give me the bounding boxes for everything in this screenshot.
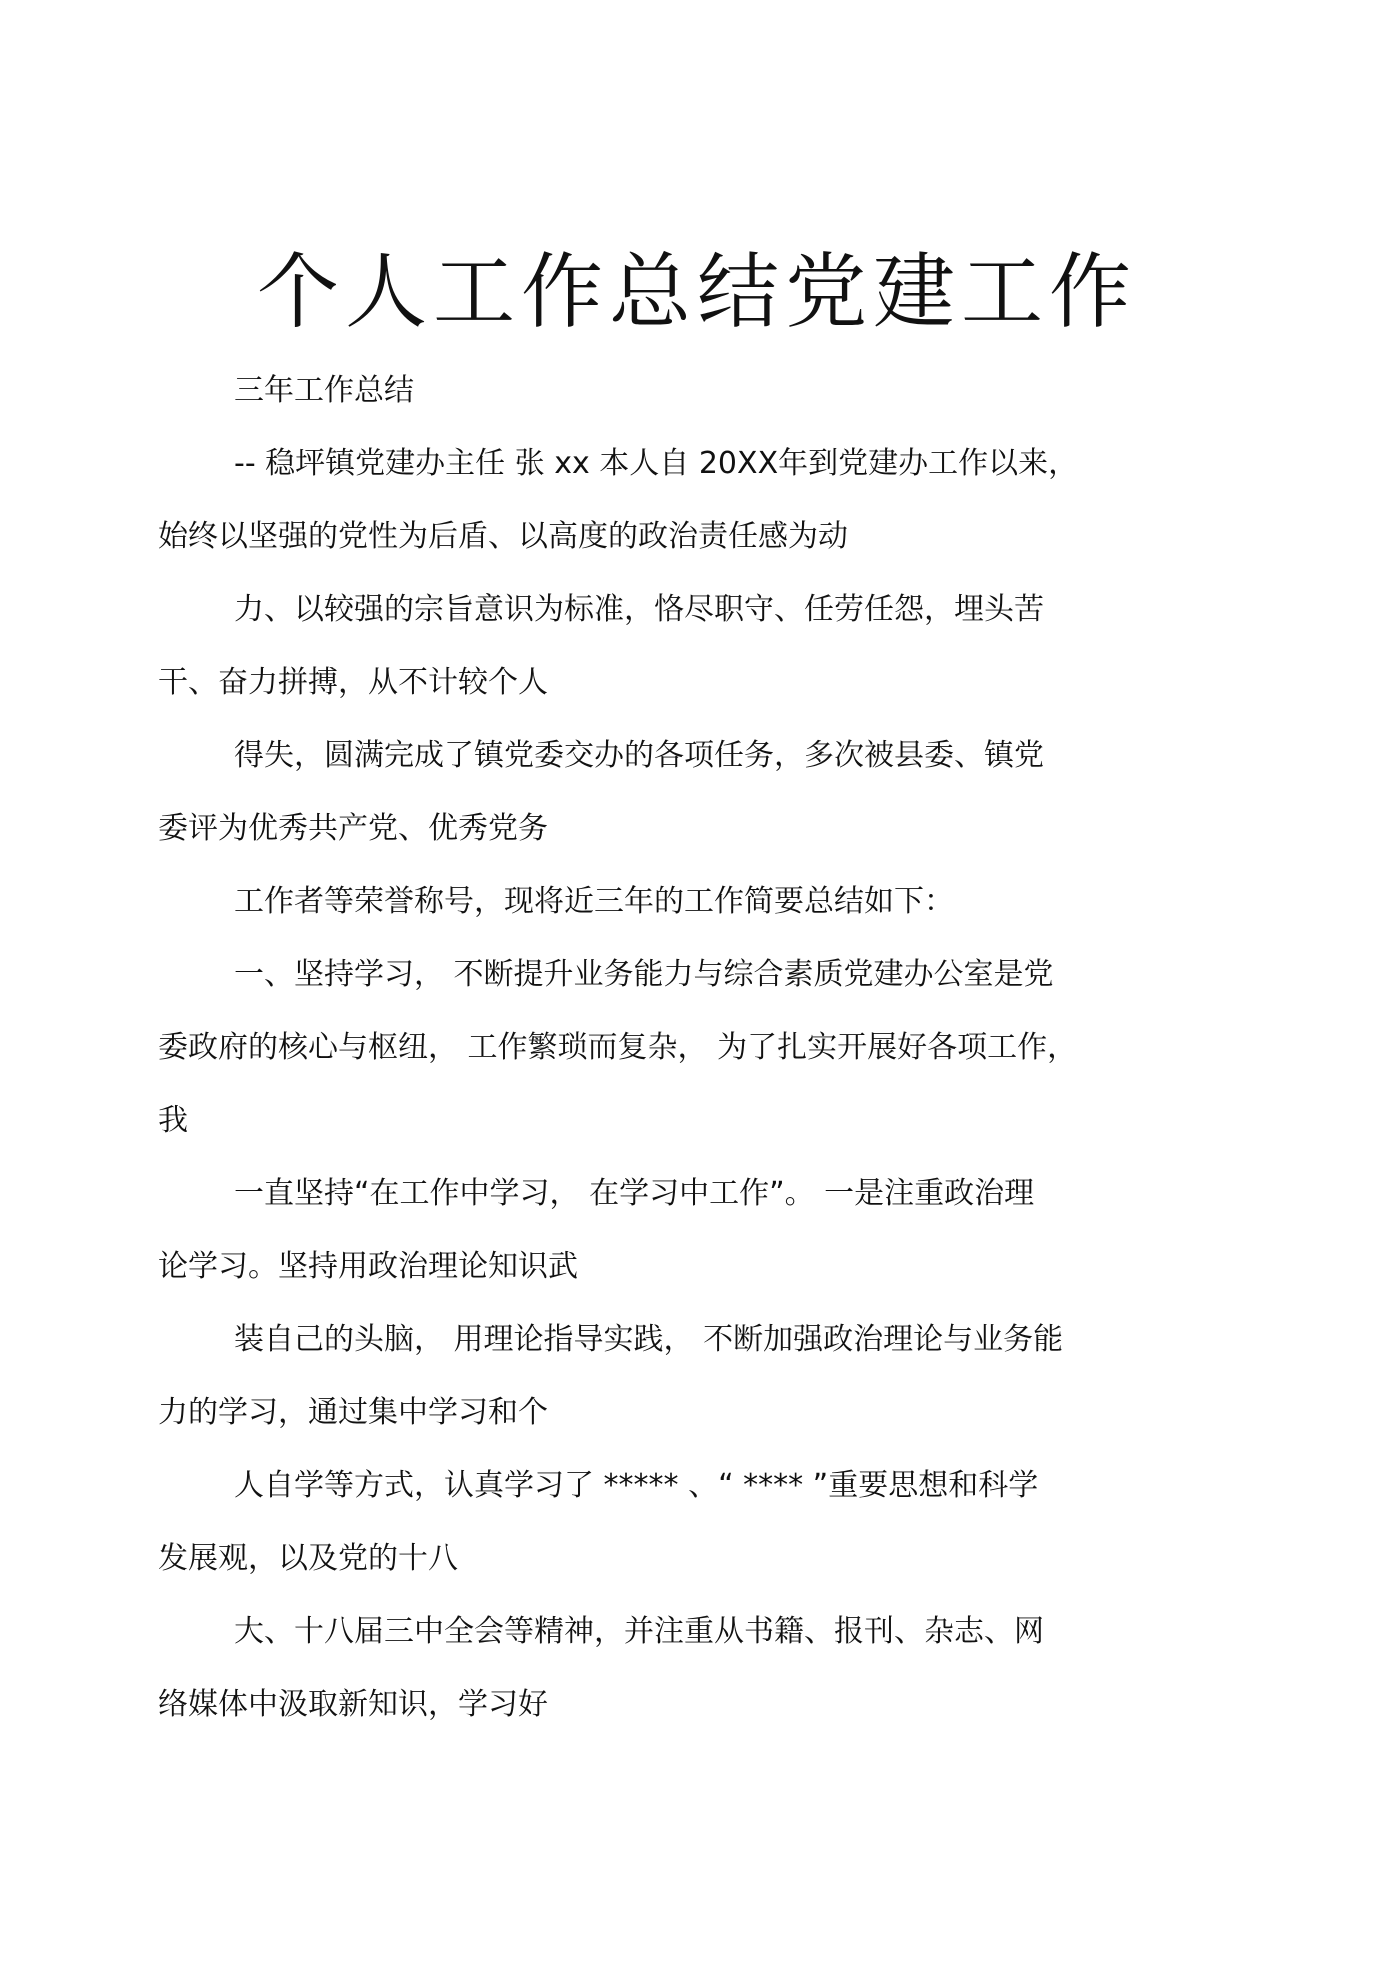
text-line: 委评为优秀共产党、优秀党务 [158, 811, 548, 846]
document-body [158, 354, 1288, 1741]
text-line: 三年工作总结 [234, 373, 414, 408]
text-line: 一直坚持“在工作中学习， 在学习中工作”。 一是注重政治理 [234, 1176, 1035, 1211]
text-line: 干、奋力拼搏，从不计较个人 [158, 665, 548, 700]
text-line: 我 [158, 1103, 188, 1138]
text-line: 工作者等荣誉称号，现将近三年的工作简要总结如下： [234, 884, 954, 919]
document-title: 个人工作总结党建工作 [256, 244, 1137, 340]
text-line: 论学习。坚持用政治理论知识武 [158, 1249, 578, 1284]
text-line: 委政府的核心与枢纽， 工作繁琐而复杂， 为了扎实开展好各项工作， [158, 1030, 1078, 1065]
text-line: 一、坚持学习， 不断提升业务能力与综合素质党建办公室是党 [234, 957, 1054, 992]
text-line: 力、以较强的宗旨意识为标准，恪尽职守、任劳任怨，埋头苦 [234, 592, 1044, 627]
text-line: 得失，圆满完成了镇党委交办的各项任务，多次被县委、镇党 [234, 738, 1044, 773]
text-line: 络媒体中汲取新知识，学习好 [158, 1687, 548, 1722]
text-line: 始终以坚强的党性为后盾、以高度的政治责任感为动 [158, 519, 848, 554]
text-line: 力的学习，通过集中学习和个 [158, 1395, 548, 1430]
text-line: -- 稳坪镇党建办主任 张 xx 本人自 20XX年到党建办工作以来， [234, 446, 1079, 481]
text-line: 发展观，以及党的十八 [158, 1541, 458, 1576]
text-line: 装自己的头脑， 用理论指导实践， 不断加强政治理论与业务能 [234, 1322, 1064, 1357]
text-line: 大、十八届三中全会等精神，并注重从书籍、报刊、杂志、网 [234, 1614, 1044, 1649]
text-line: 人自学等方式，认真学习了 ***** 、“ **** ”重要思想和科学 [234, 1468, 1039, 1503]
